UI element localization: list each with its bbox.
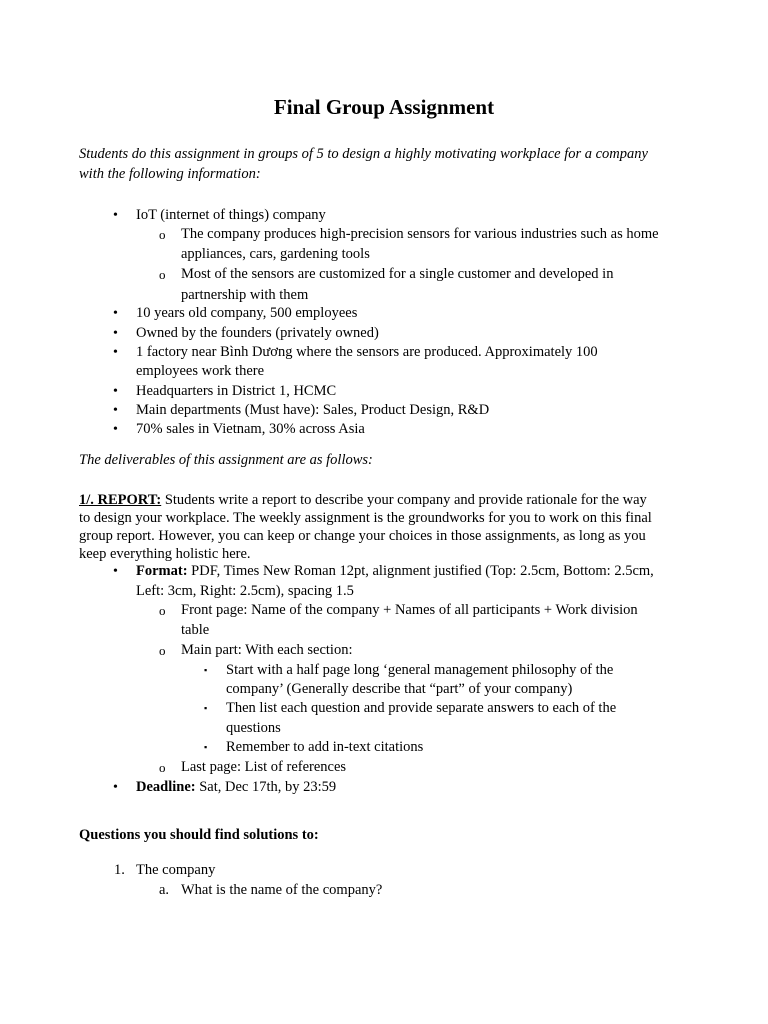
- bullet-circle-icon: o: [159, 227, 166, 242]
- report-line-4: keep everything holistic here.: [79, 546, 251, 562]
- questions-heading: Questions you should find solutions to:: [79, 827, 319, 843]
- bullet-square-icon: ▪: [204, 665, 208, 675]
- info-sub-sensors-l2: appliances, cars, gardening tools: [181, 246, 370, 262]
- info-item-owned: Owned by the founders (privately owned): [136, 325, 379, 341]
- bullet-circle-icon: o: [159, 760, 166, 775]
- bullet-disc-icon: •: [113, 306, 118, 321]
- main-sub-questions-l1: Then list each question and provide separate answers to each of the: [226, 700, 617, 716]
- bullet-disc-icon: •: [113, 345, 118, 360]
- front-page-l2: table: [181, 622, 210, 638]
- info-sub-custom-l2: partnership with them: [181, 287, 309, 303]
- format-line-2: Left: 3cm, Right: 2.5cm), spacing 1.5: [136, 583, 354, 599]
- bullet-disc-icon: •: [113, 384, 118, 399]
- main-sub-questions-l2: questions: [226, 720, 281, 736]
- info-item-age: 10 years old company, 500 employees: [136, 305, 358, 321]
- bullet-circle-icon: o: [159, 603, 166, 618]
- bullet-disc-icon: •: [113, 208, 118, 223]
- front-page-l1: Front page: Name of the company + Names of all participants + Work division: [181, 602, 638, 618]
- bullet-disc-icon: •: [113, 326, 118, 341]
- question-1a-letter: a.: [159, 882, 170, 898]
- format-label: Format:: [136, 563, 188, 579]
- deadline-label: Deadline:: [136, 779, 196, 795]
- deliverables-intro: The deliverables of this assignment are as follows:: [79, 452, 373, 468]
- intro-line-1: Students do this assignment in groups of 5 to design a highly motivating workplace for a company: [79, 146, 648, 162]
- bullet-square-icon: ▪: [204, 742, 208, 752]
- report-line-2: to design your workplace. The weekly assignment is the groundworks for you to work on this final: [79, 510, 652, 526]
- info-sub-sensors-l1: The company produces high-precision sensors for various industries such as home: [181, 226, 659, 242]
- report-heading: 1/. REPORT:: [79, 492, 162, 508]
- info-item-sales: 70% sales in Vietnam, 30% across Asia: [136, 421, 365, 437]
- info-item-factory-l2: employees work there: [136, 363, 265, 379]
- intro-line-2: with the following information:: [79, 166, 261, 182]
- bullet-square-icon: ▪: [204, 703, 208, 713]
- format-line-1: [136, 562, 654, 581]
- main-sub-philosophy-l1: Start with a half page long ‘general management philosophy of the: [226, 662, 614, 678]
- last-page: Last page: List of references: [181, 759, 347, 775]
- question-1a: What is the name of the company?: [181, 882, 383, 898]
- report-text-1: Students write a report to describe your company and provide rationale for the way: [161, 492, 647, 508]
- bullet-circle-icon: o: [159, 643, 166, 658]
- deadline-line: [136, 778, 336, 797]
- bullet-disc-icon: •: [113, 403, 118, 418]
- bullet-circle-icon: o: [159, 267, 166, 282]
- bullet-disc-icon: •: [113, 780, 118, 795]
- question-1: The company: [136, 862, 216, 878]
- report-line-3: group report. However, you can keep or change your choices in those assignments, as long as you: [79, 528, 646, 544]
- format-text-1: PDF, Times New Roman 12pt, alignment justified (Top: 2.5cm, Bottom: 2.5cm,: [187, 563, 654, 579]
- main-part: Main part: With each section:: [181, 642, 353, 658]
- info-item-factory-l1: 1 factory near Bình Dương where the sensors are produced. Approximately 100: [136, 344, 598, 360]
- main-sub-citations: Remember to add in-text citations: [226, 739, 424, 755]
- question-1-number: 1.: [114, 862, 125, 878]
- info-item-iot: IoT (internet of things) company: [136, 207, 326, 223]
- info-sub-custom-l1: Most of the sensors are customized for a single customer and developed in: [181, 266, 614, 282]
- bullet-disc-icon: •: [113, 422, 118, 437]
- deadline-value: Sat, Dec 17th, by 23:59: [195, 779, 337, 795]
- info-item-hq: Headquarters in District 1, HCMC: [136, 383, 337, 399]
- bullet-disc-icon: •: [113, 564, 118, 579]
- report-line-1: [79, 491, 647, 510]
- page-title: Final Group Assignment: [273, 95, 495, 119]
- main-sub-philosophy-l2: company’ (Generally describe that “part” of your company): [226, 681, 573, 697]
- info-item-departments: Main departments (Must have): Sales, Product Design, R&D: [136, 402, 490, 418]
